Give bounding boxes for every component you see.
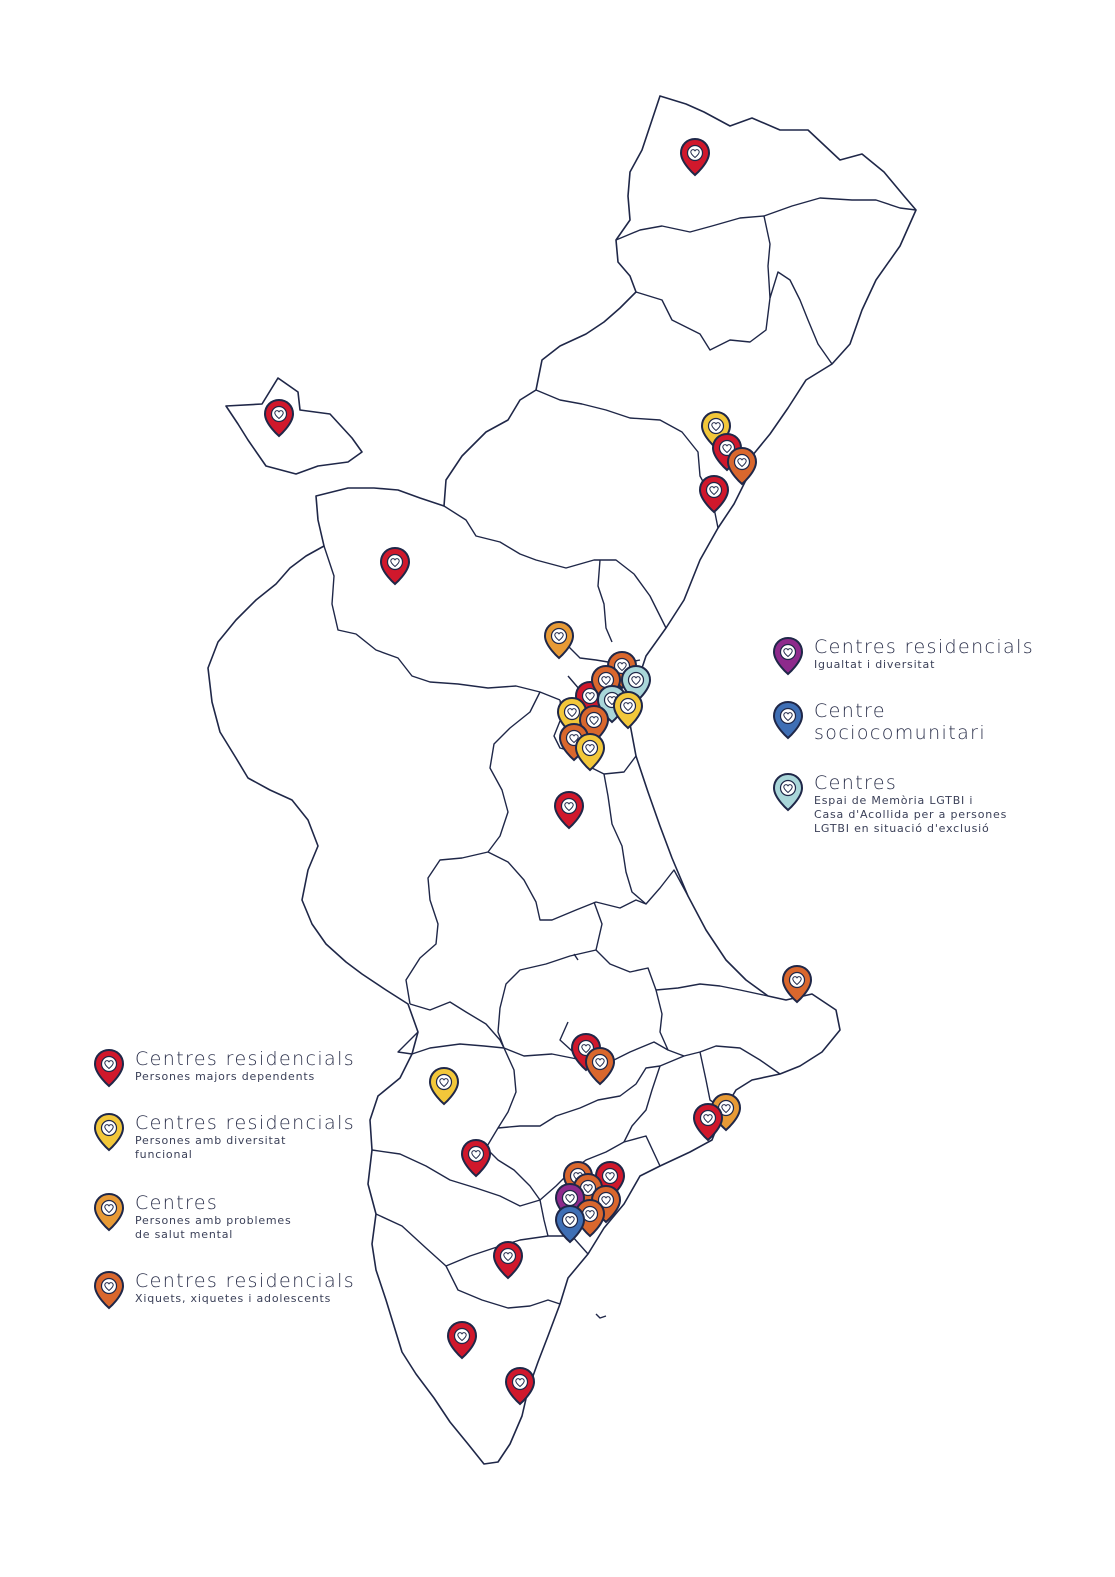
legend-subtitle: Xiquets, xiquetes i adolescents bbox=[135, 1292, 332, 1305]
map-pin-heart-icon bbox=[93, 1048, 125, 1088]
legend-subtitle: de salut mental bbox=[135, 1228, 234, 1241]
legend-subtitle: Persones amb diversitat bbox=[135, 1134, 287, 1147]
legend-title: Centres residencials bbox=[135, 1048, 356, 1070]
map-pin-heart-icon bbox=[93, 1270, 125, 1310]
legend-title: sociocomunitari bbox=[814, 722, 986, 744]
legend-item-xiquets bbox=[93, 1270, 355, 1310]
legend-title: Centres bbox=[814, 772, 898, 794]
legend-subtitle: LGTBI en situació d'exclusió bbox=[814, 822, 990, 835]
legend-subtitle: Igualtat i diversitat bbox=[814, 658, 936, 671]
map-pin-heart-icon bbox=[772, 636, 804, 676]
legend-title: Centres residencials bbox=[135, 1270, 356, 1292]
legend-item-igualtat bbox=[772, 636, 1034, 676]
legend-title: Centres residencials bbox=[814, 636, 1035, 658]
legend-subtitle: Persones amb problemes bbox=[135, 1214, 292, 1227]
region-enclave bbox=[226, 378, 362, 474]
map-pin-heart-icon bbox=[772, 700, 804, 740]
legend-item-majors bbox=[93, 1048, 355, 1088]
map-pin-heart-icon bbox=[93, 1192, 125, 1232]
legend-subtitle: Espai de Memòria LGTBI i bbox=[814, 794, 974, 807]
legend-item-lgtbi bbox=[772, 772, 1007, 836]
map-pin-heart-icon bbox=[772, 772, 804, 812]
legend-subtitle: Casa d'Acollida per a persones bbox=[814, 808, 1008, 821]
legend-title: Centres bbox=[135, 1192, 219, 1214]
legend-item-diversitat bbox=[93, 1112, 355, 1162]
legend-item-sociocomunitari bbox=[772, 700, 986, 744]
legend-title: Centre bbox=[814, 700, 886, 722]
legend-title: Centres residencials bbox=[135, 1112, 356, 1134]
map-pin-heart-icon bbox=[93, 1112, 125, 1152]
legend-item-salut-mental bbox=[93, 1192, 292, 1242]
legend-subtitle: funcional bbox=[135, 1148, 193, 1161]
legend-subtitle: Persones majors dependents bbox=[135, 1070, 315, 1083]
